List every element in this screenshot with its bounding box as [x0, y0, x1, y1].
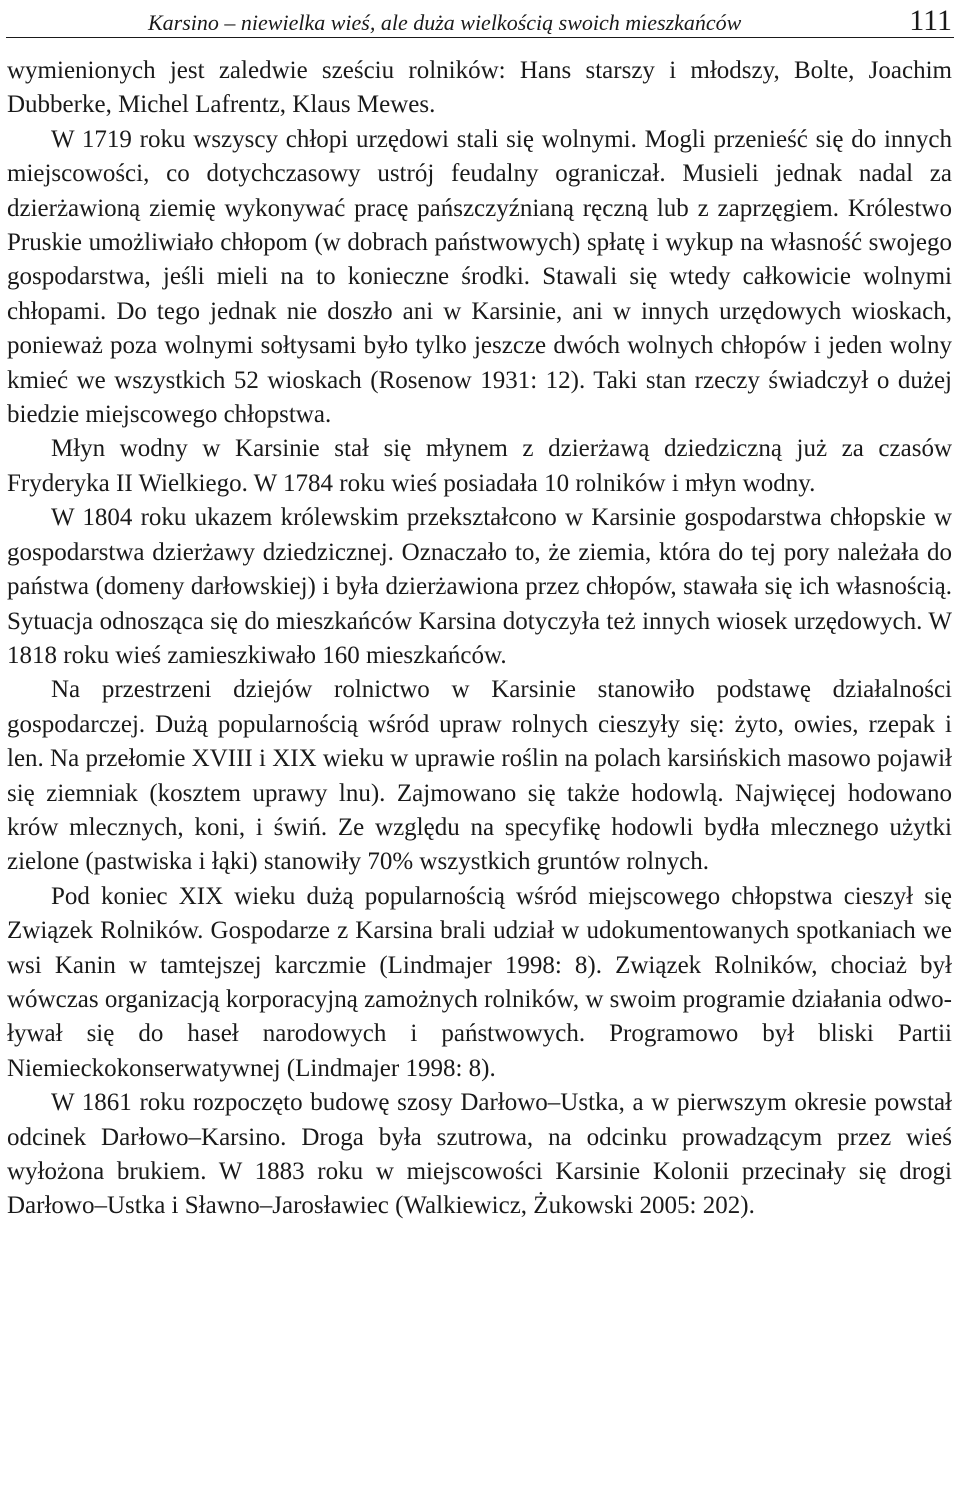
paragraph: W 1861 roku rozpoczęto budowę szosy Darłowo–Ustka, a w pierwszym okresie powstał odcinek Darłowo–Karsino. Droga była szutrowa, na odcinku prowadzącym przez wieś wyłożona brukiem. W 1883 roku w miejscowości Karsinie Kolonii przecinały się drogi Darłowo–Ustka i Sławno–Jarosławiec (Walkiewicz, Żukowski 2005: 202). — [7, 1089, 952, 1220]
paragraph: W 1719 roku wszyscy chłopi urzędowi stali się wolnymi. Mogli przenieść się do innych miejscowości, co dotychczasowy ustrój feudalny ograniczał. Musieli jednak nadal za dzierżawioną ziemię wykonywać pracę pańszczyźnianą ręczną lub z zaprzęgiem. Królestwo Pruskie umożliwiało chłopom (w dobrach państwowych) spłatę i wykup na własność swojego gospodarstwa, jeśli mieli na to konieczne środki. Stawali się wtedy całkowicie wolnymi chłopami. Do tego jednak nie doszło ani w Karsinie, ani w innych urzędowych wioskach, ponieważ poza wolnymi sołtysami było tylko jeszcze dwóch wolnych chłopów i jeden wolny kmieć we wszystkich 52 wioskach (Rosenow 1931: 12). Taki stan rzeczy świadczył o dużej biedzie miejscowego chłopstwa. — [7, 125, 952, 429]
paragraph: W 1804 roku ukazem królewskim przekształcono w Karsinie gospodarstwa chłopskie w gospodarstwa dzierżawy dziedzicznej. Oznaczało to, że ziemia, która do tej pory należała do państwa (domeny darłowskiej) i była dzierżawiona przez chłopów, stawała się ich własnością. Sytuacja odnosząca się do mieszkańców Karsina dotyczyła też innych wiosek urzędowych. W 1818 roku wieś zamieszkiwało 160 mieszkańców. — [7, 504, 952, 669]
page-number: 111 — [909, 4, 952, 37]
running-head — [8, 4, 952, 37]
paragraph: Pod koniec XIX wieku dużą popularnością wśród miejscowego chłopstwa cieszył się Związek Rolników. Gospodarze z Karsina brali udział w udokumentowanych spotkaniach we wsi Kanin w tamtejszej karczmie (Lindmajer 1998: 8). Związek Rolników, chociaż był wówczas organizacją korporacyjną zamożnych rolników, w swoim programie działania odwoływał się do haseł narodowych i państwowych. Programowo był bliski Partii Niemieckokonserwatywnej (Lindmajer 1998: 8). — [7, 882, 952, 1082]
body-text — [7, 54, 952, 1224]
paragraph-continued: wymienionych jest zaledwie sześciu rolników: Hans starszy i młodszy, Bolte, Joachim Dubberke, Michel Lafrentz, Klaus Mewes. — [7, 57, 952, 119]
header-rule — [6, 37, 954, 38]
paragraph: Młyn wodny w Karsinie stał się młynem z dzierżawą dziedziczną już za czasów Fryderyka II Wielkiego. W 1784 roku wieś posiadała 10 rolników i młyn wodny. — [7, 435, 952, 497]
running-title: Karsino – niewielka wieś, ale duża wielkością swoich mieszkańców — [148, 10, 742, 35]
paragraph: Na przestrzeni dziejów rolnictwo w Karsinie stanowiło podstawę działalności gospodarczej. Dużą popularnością wśród upraw rolnych cieszyły się: żyto, owies, rzepak i len. Na przełomie XVIII i XIX wieku w uprawie roślin na polach karsińskich masowo pojawił się ziemniak (kosztem uprawy lnu). Zajmowano się także hodowlą. Najwięcej hodowano krów mlecznych, koni, i świń. Ze względu na specyfikę hodowli bydła mlecznego użytki zielone (pastwiska i łąki) stanowiły 70% wszystkich gruntów rolnych. — [7, 676, 952, 876]
